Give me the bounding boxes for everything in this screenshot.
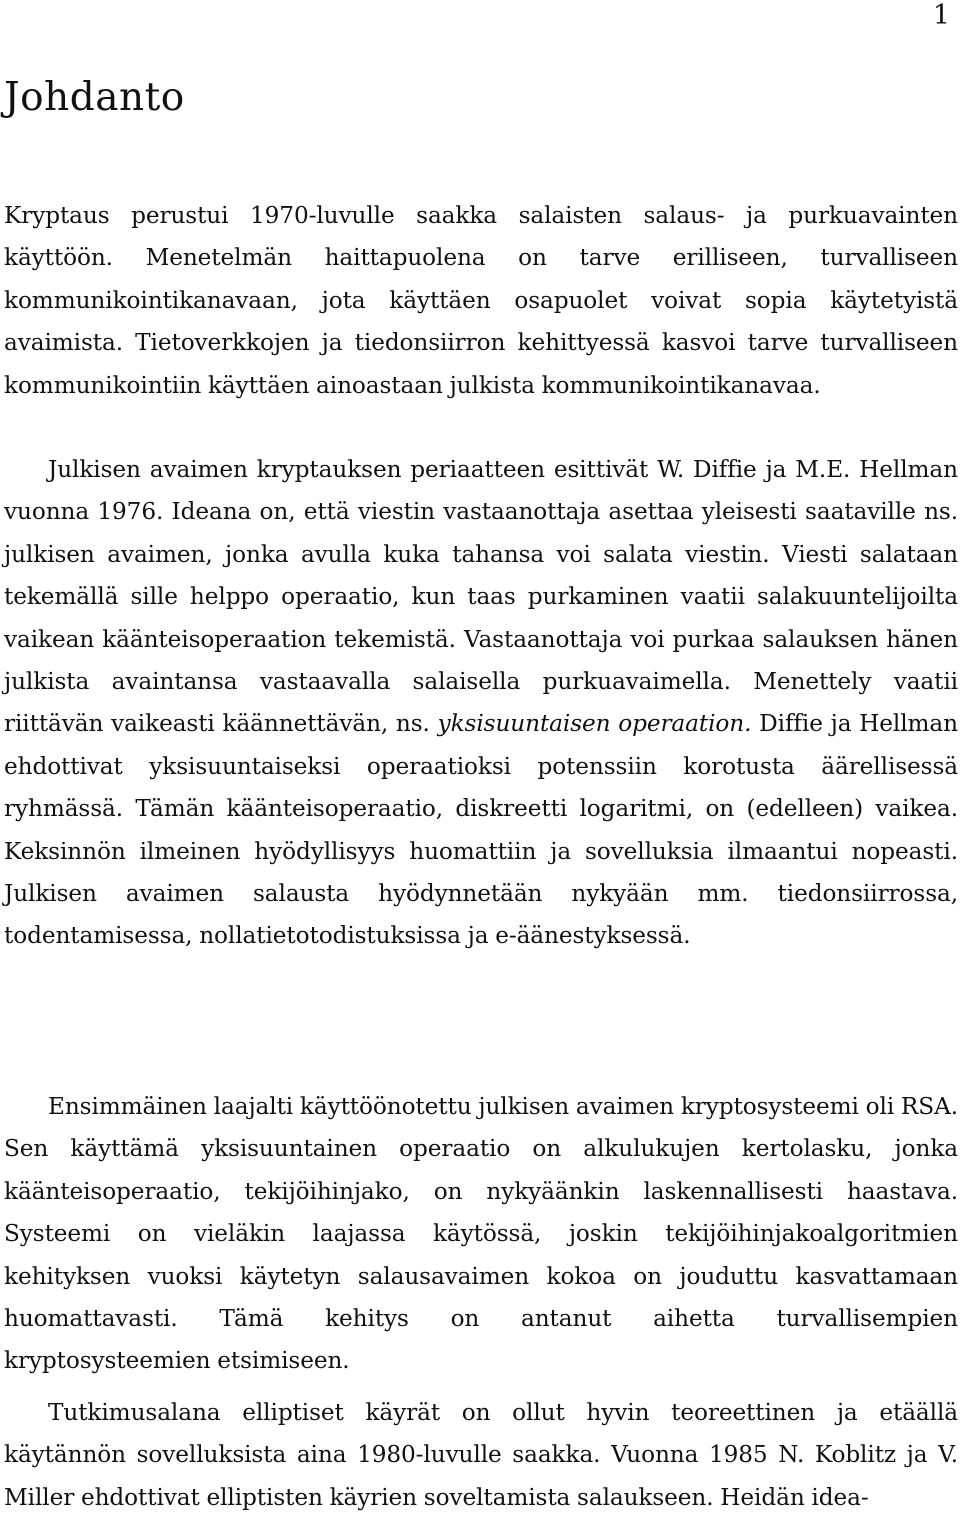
paragraph-4: Tutkimusalana elliptiset käyrät on ollut hyvin teoreettinen ja etäällä käytännön sovelluksista aina 1980-luvulle saakka. Vuonna 1985 N. Koblitz ja V. Miller ehdottivat elliptisten käyrien soveltamista salaukseen. Heidän idea-	[4, 1399, 958, 1511]
paragraph-2-italic-term: yksisuuntaisen operaation.	[437, 710, 752, 738]
paragraph-3: Ensimmäinen laajalti käyttöönotettu julkisen avaimen kryptosysteemi oli RSA. Sen käyttämä yksisuuntainen operaatio on alkulukujen kertolasku, jonka käänteisoperaatio, tekijöihinjako, on nykyäänkin laskennallisesti haastava. Systeemi on vieläkin laajassa käytössä, joskin tekijöihinjakoalgoritmien kehityksen vuoksi käytetyn salausavaimen kokoa on jouduttu kasvattamaan huomattavasti. Tämä kehitys on antanut aihetta turvallisempien kryptosysteemien etsimiseen.	[4, 1093, 958, 1375]
page-number: 1	[932, 0, 950, 31]
paragraph-1: Kryptaus perustui 1970-luvulle saakka salaisten salaus- ja purkuavainten käyttöön. Menetelmän haittapuolena on tarve erilliseen, turvalliseen kommunikointikanavaan, jota käyttäen osapuolet voivat sopia käytetyistä avaimista. Tietoverkkojen ja tiedonsiirron kehittyessä kasvoi tarve turvalliseen kommunikointiin käyttäen ainoastaan julkista kommunikointikanavaa.	[4, 202, 958, 399]
chapter-title: Johdanto	[4, 75, 185, 120]
paragraph-2	[4, 449, 958, 958]
paragraph-2-text-a: Julkisen avaimen kryptauksen periaatteen esittivät W. Diffie ja M.E. Hellman vuonna 1976. Ideana on, että viestin vastaanottaja asettaa yleisesti saataville ns. julkisen avaimen, jonka avulla kuka tahansa voi salata viestin. Viesti salataan tekemällä sille helppo operaatio, kun taas purkaminen vaatii salakuuntelijoilta vaikean käänteisoperaation tekemistä. Vastaanottaja voi purkaa salauksen hänen julkista avaintansa vastaavalla salaisella purkuavaimella. Menettely vaatii riittävän vaikeasti käännettävän, ns.	[4, 456, 958, 738]
paragraph-2-text-b: Diffie ja Hellman ehdottivat yksisuuntaiseksi operaatioksi potenssiin korotusta äärellisessä ryhmässä. Tämän käänteisoperaatio, diskreetti logaritmi, on (edelleen) vaikea. Keksinnön ilmeinen hyödyllisyys huomattiin ja sovelluksia ilmaantui nopeasti. Julkisen avaimen salausta hyödynnetään nykyään mm. tiedonsiirrossa, todentamisessa, nollatietotodistuksissa ja e-äänestyksessä.	[4, 710, 958, 950]
